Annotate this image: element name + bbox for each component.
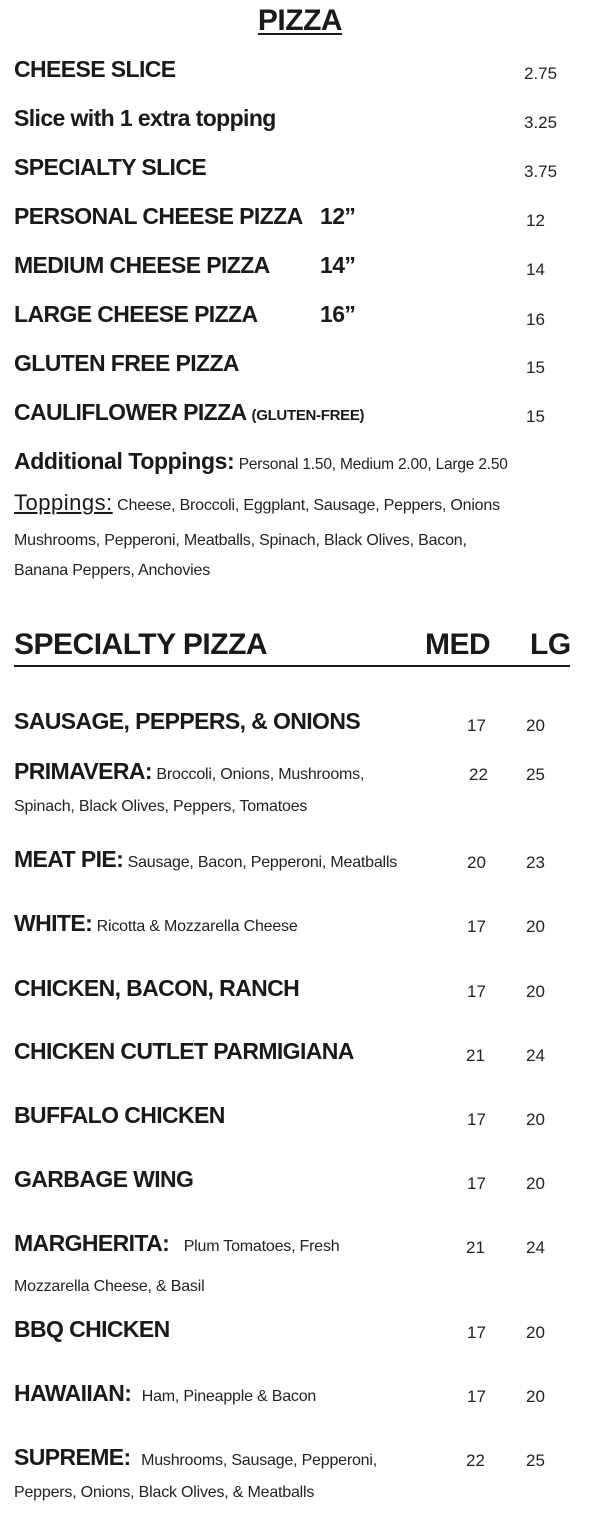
additional-toppings [14, 448, 508, 475]
menu-item-size: 16” [320, 301, 356, 327]
specialty-item [14, 910, 298, 937]
toppings-label: Toppings: [14, 490, 113, 515]
price-lg: 20 [526, 716, 545, 735]
specialty-item-desc: Ricotta & Mozzarella Cheese [96, 918, 298, 935]
price-med: 22 [466, 1451, 485, 1470]
menu-item-name: SPECIALTY SLICE [14, 154, 207, 180]
specialty-item-desc: Plum Tomatoes, Fresh [183, 1238, 340, 1255]
menu-item-price: 2.75 [524, 64, 558, 83]
menu-item-price: 3.75 [524, 162, 558, 181]
specialty-item-desc: Sausage, Bacon, Pepperoni, Meatballs [127, 854, 398, 871]
specialty-item-desc: Ham, Pineapple & Bacon [141, 1388, 317, 1405]
menu-item-size: 12” [320, 203, 356, 229]
menu-item-price: 12 [526, 211, 545, 230]
specialty-item-desc-line2: Spinach, Black Olives, Peppers, Tomatoes [14, 798, 308, 815]
price-med: 22 [469, 765, 488, 784]
menu-item-name: MEDIUM CHEESE PIZZA [14, 252, 270, 278]
specialty-item-name: MEAT PIE: [14, 846, 124, 872]
specialty-item-desc: Broccoli, Onions, Mushrooms, [156, 766, 365, 783]
specialty-section-title: SPECIALTY PIZZA [14, 628, 268, 661]
menu-item-name: PERSONAL CHEESE PIZZA [14, 203, 303, 229]
menu-item-price: 14 [526, 260, 545, 279]
column-header-lg: LG [530, 628, 571, 661]
price-lg: 25 [526, 1451, 545, 1470]
menu-item-name: Slice with 1 extra topping [14, 105, 276, 131]
menu-item-name [14, 399, 364, 426]
price-lg: 20 [526, 1387, 545, 1406]
menu-item-name: LARGE CHEESE PIZZA [14, 301, 258, 327]
specialty-item-name: SAUSAGE, PEPPERS, & ONIONS [14, 708, 361, 734]
price-lg: 24 [526, 1046, 545, 1065]
menu-item-price: 16 [526, 310, 545, 329]
additional-toppings-label: Additional Toppings: [14, 448, 235, 474]
specialty-item [14, 758, 364, 785]
pizza-section-title: PIZZA [257, 4, 343, 37]
specialty-item-desc-line2: Peppers, Onions, Black Olives, & Meatballs [14, 1484, 315, 1501]
specialty-item-name: SUPREME: [14, 1444, 131, 1470]
price-med: 17 [467, 1110, 486, 1129]
menu-item-name: CHEESE SLICE [14, 56, 176, 82]
toppings-line: Cheese, Broccoli, Eggplant, Sausage, Peppers, Onions [117, 497, 500, 514]
price-lg: 20 [526, 917, 545, 936]
price-med: 21 [466, 1238, 485, 1257]
price-lg: 20 [526, 1323, 545, 1342]
toppings-line: Mushrooms, Pepperoni, Meatballs, Spinach, Black Olives, Bacon, [14, 532, 467, 549]
specialty-item [14, 1380, 316, 1407]
menu-item-note: (GLUTEN-FREE) [251, 407, 365, 424]
column-header-med: MED [425, 628, 491, 661]
price-med: 17 [467, 1174, 486, 1193]
price-med: 17 [467, 917, 486, 936]
specialty-item-name: CHICKEN, BACON, RANCH [14, 975, 300, 1001]
specialty-item-name: CHICKEN CUTLET PARMIGIANA [14, 1038, 354, 1064]
menu-item-price: 15 [526, 358, 545, 377]
price-med: 17 [467, 1323, 486, 1342]
price-med: 20 [467, 853, 486, 872]
specialty-item-name: BUFFALO CHICKEN [14, 1102, 225, 1128]
price-med: 17 [467, 716, 486, 735]
specialty-item-name: MARGHERITA: [14, 1230, 170, 1256]
price-lg: 25 [526, 765, 545, 784]
specialty-item-name: BBQ CHICKEN [14, 1316, 170, 1342]
price-lg: 20 [526, 1110, 545, 1129]
menu-item-name-text: CAULIFLOWER PIZZA [14, 399, 246, 425]
price-lg: 20 [526, 1174, 545, 1193]
price-med: 17 [467, 982, 486, 1001]
toppings-list [14, 490, 500, 516]
menu-item-name: GLUTEN FREE PIZZA [14, 350, 239, 376]
price-med: 21 [466, 1046, 485, 1065]
additional-toppings-prices: Personal 1.50, Medium 2.00, Large 2.50 [238, 456, 508, 473]
specialty-item-name: HAWAIIAN: [14, 1380, 132, 1406]
price-lg: 20 [526, 982, 545, 1001]
price-lg: 23 [526, 853, 545, 872]
specialty-item-desc-line2: Mozzarella Cheese, & Basil [14, 1278, 205, 1295]
specialty-item-name: WHITE: [14, 910, 93, 936]
specialty-item-name: PRIMAVERA: [14, 758, 152, 784]
price-med: 17 [467, 1387, 486, 1406]
specialty-item-name: GARBAGE WING [14, 1166, 194, 1192]
specialty-item-desc: Mushrooms, Sausage, Pepperoni, [141, 1452, 377, 1469]
menu-item-price: 3.25 [524, 113, 558, 132]
specialty-item [14, 1444, 377, 1471]
section-underline [14, 665, 570, 667]
menu-item-size: 14” [320, 252, 356, 278]
menu-item-price: 15 [526, 407, 545, 426]
specialty-item [14, 846, 397, 873]
price-lg: 24 [526, 1238, 545, 1257]
toppings-line: Banana Peppers, Anchovies [14, 562, 211, 579]
specialty-item [14, 1230, 339, 1257]
